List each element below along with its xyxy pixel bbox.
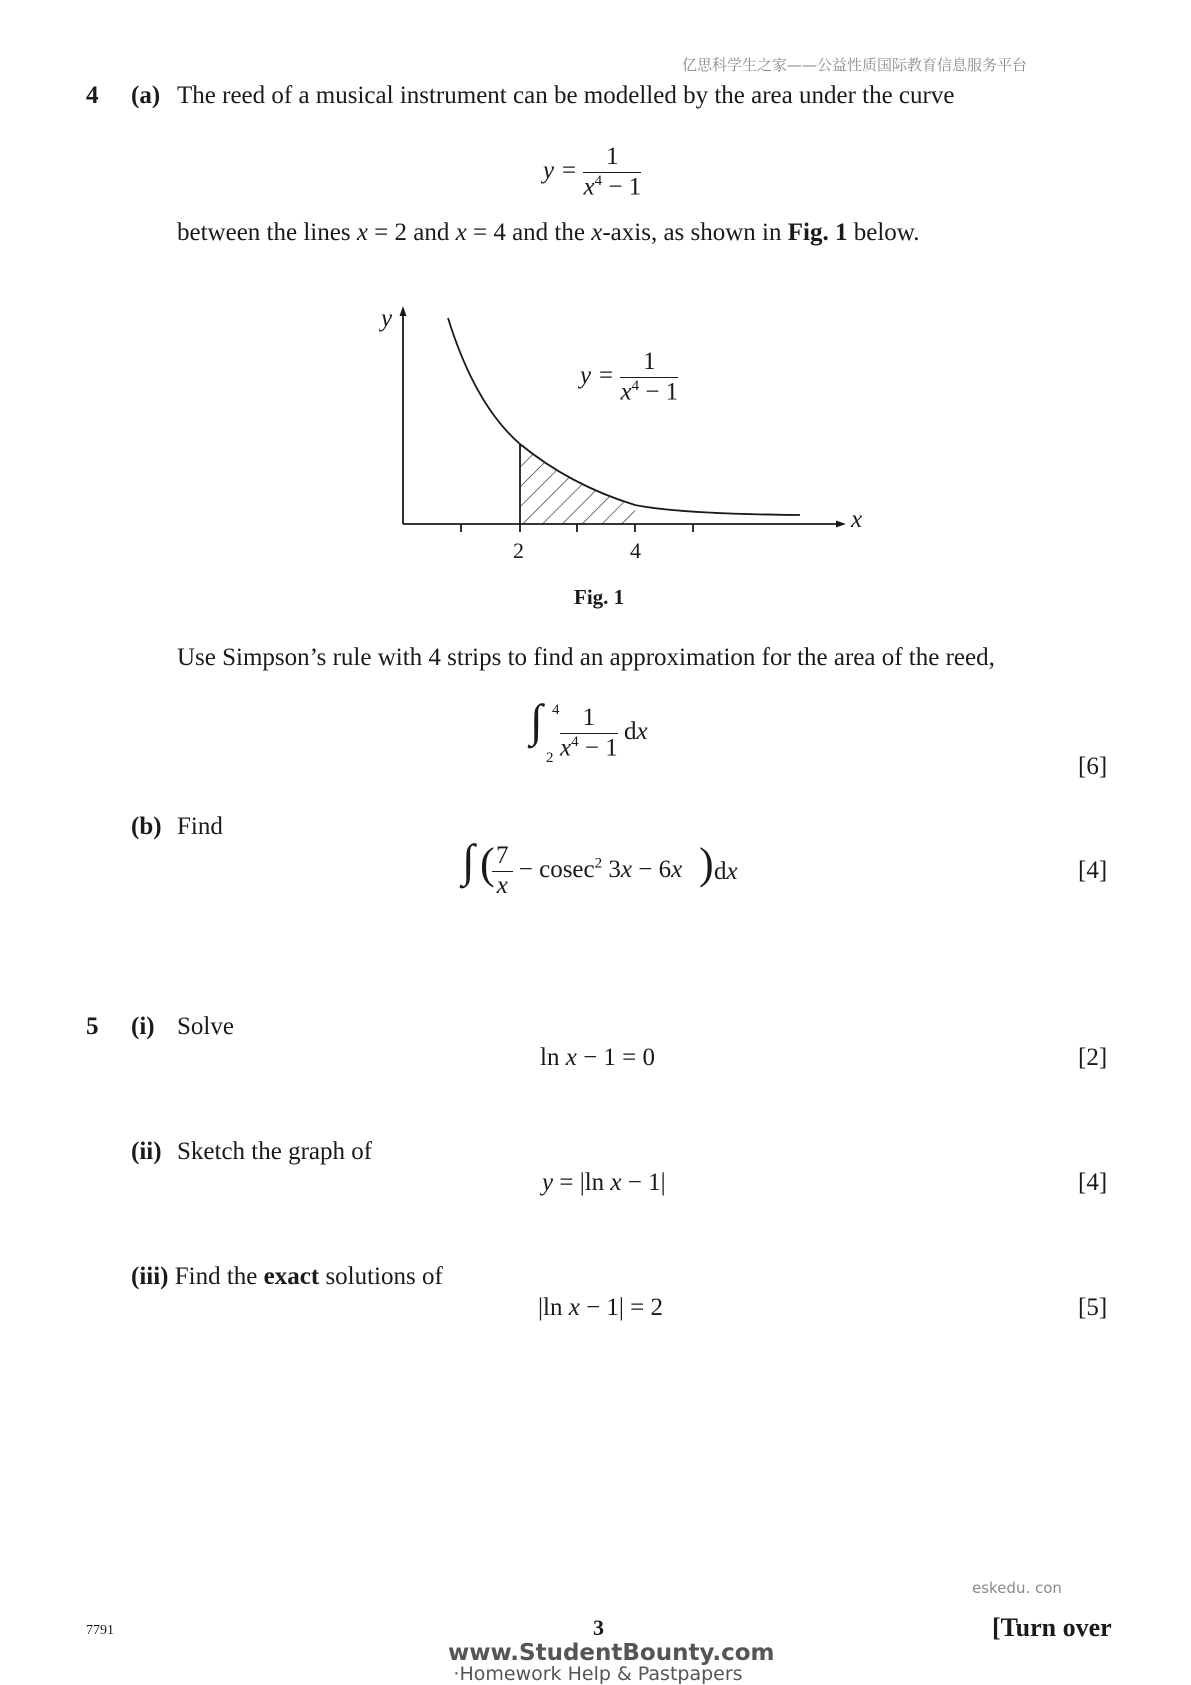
part-ii-text: Sketch the graph of xyxy=(177,1138,373,1165)
footer-site-small: eskedu. con xyxy=(972,1579,1062,1597)
part-b-label: (b) xyxy=(131,813,162,840)
page-number: 3 xyxy=(593,1615,604,1640)
part-iii-equation: |ln x − 1| = 2 xyxy=(538,1294,664,1321)
curve-label-fraction: $\frac{1}{x^4 - 1}$ xyxy=(620,348,679,406)
watermark-line-2: ·Homework Help & Pastpapers xyxy=(453,1663,743,1685)
simpson-text: Use Simpson’s rule with 4 strips to find an approximation for the area of the reed, xyxy=(177,644,995,671)
question-5-number: 5 xyxy=(86,1013,99,1040)
integral-sign-b: ∫ xyxy=(462,835,475,886)
integral-upper-limit: 4 xyxy=(552,702,560,718)
part-i-label: (i) xyxy=(131,1013,155,1040)
part-ii-equation: y = |ln x − 1| xyxy=(542,1169,666,1196)
between-lines-text: between the lines x = 2 and x = 4 and the x-axis, as shown in Fig. 1 below. xyxy=(177,219,920,246)
part-b-mark: [4] xyxy=(1078,857,1108,884)
part-b-text: Find xyxy=(177,813,223,840)
part-a-mark: [6] xyxy=(1078,753,1108,780)
x-axis-label: x xyxy=(851,506,863,533)
integral-dx: dx xyxy=(623,718,648,746)
x-axis-arrow xyxy=(836,521,846,528)
shaded-area xyxy=(520,444,635,524)
part-ii-mark: [4] xyxy=(1078,1169,1108,1196)
watermark-logo xyxy=(448,1640,775,1685)
part-i-equation: ln x − 1 = 0 xyxy=(540,1044,656,1071)
y-axis-label: y xyxy=(381,305,393,332)
part-a-label: (a) xyxy=(131,82,161,109)
seven-over-x: $\frac{7}{x}$ xyxy=(492,842,513,901)
integrand-fraction: $\frac{1}{x^4 - 1}$ xyxy=(560,704,618,762)
right-paren: ) xyxy=(699,839,714,888)
turn-over: [Turn over xyxy=(992,1613,1112,1642)
curve-label: y = $\frac{1}{x^4 - 1}$ xyxy=(580,348,679,406)
question-4-number: 4 xyxy=(86,82,99,109)
left-paren: ( xyxy=(480,839,495,888)
eq-fraction xyxy=(583,143,641,202)
eq-denominator: $x^4 - 1$ xyxy=(583,172,642,201)
part-iii-mark: [5] xyxy=(1078,1294,1108,1321)
eq-lhs: y = xyxy=(543,157,578,185)
part-iii-line: (iii) Find the exact solutions of xyxy=(131,1263,443,1290)
curve-equation xyxy=(543,143,641,202)
part-iii-label: (iii) xyxy=(131,1263,169,1290)
part-i-text: Solve xyxy=(177,1013,234,1040)
paper-code: 7791 xyxy=(86,1623,114,1638)
y-axis-arrow xyxy=(400,306,407,316)
part-i-mark: [2] xyxy=(1078,1044,1108,1071)
tick-label-2: 2 xyxy=(513,538,524,563)
eq-numerator: 1 xyxy=(583,143,641,173)
integral-sign: ∫ xyxy=(530,695,543,746)
indefinite-integral-dx: dx xyxy=(714,858,738,885)
watermark-line-1: www.StudentBounty.com xyxy=(448,1640,775,1666)
tick-label-4: 4 xyxy=(630,538,641,563)
part-a-text: The reed of a musical instrument can be modelled by the area under the curve xyxy=(177,82,955,109)
figure-caption: Fig. 1 xyxy=(574,585,625,609)
integral-lower-limit: 2 xyxy=(546,750,554,766)
figure-1-graph xyxy=(370,300,870,570)
part-ii-label: (ii) xyxy=(131,1138,162,1165)
header-site-line: 亿思科学生之家——公益性质国际教育信息服务平台 xyxy=(682,56,1028,74)
